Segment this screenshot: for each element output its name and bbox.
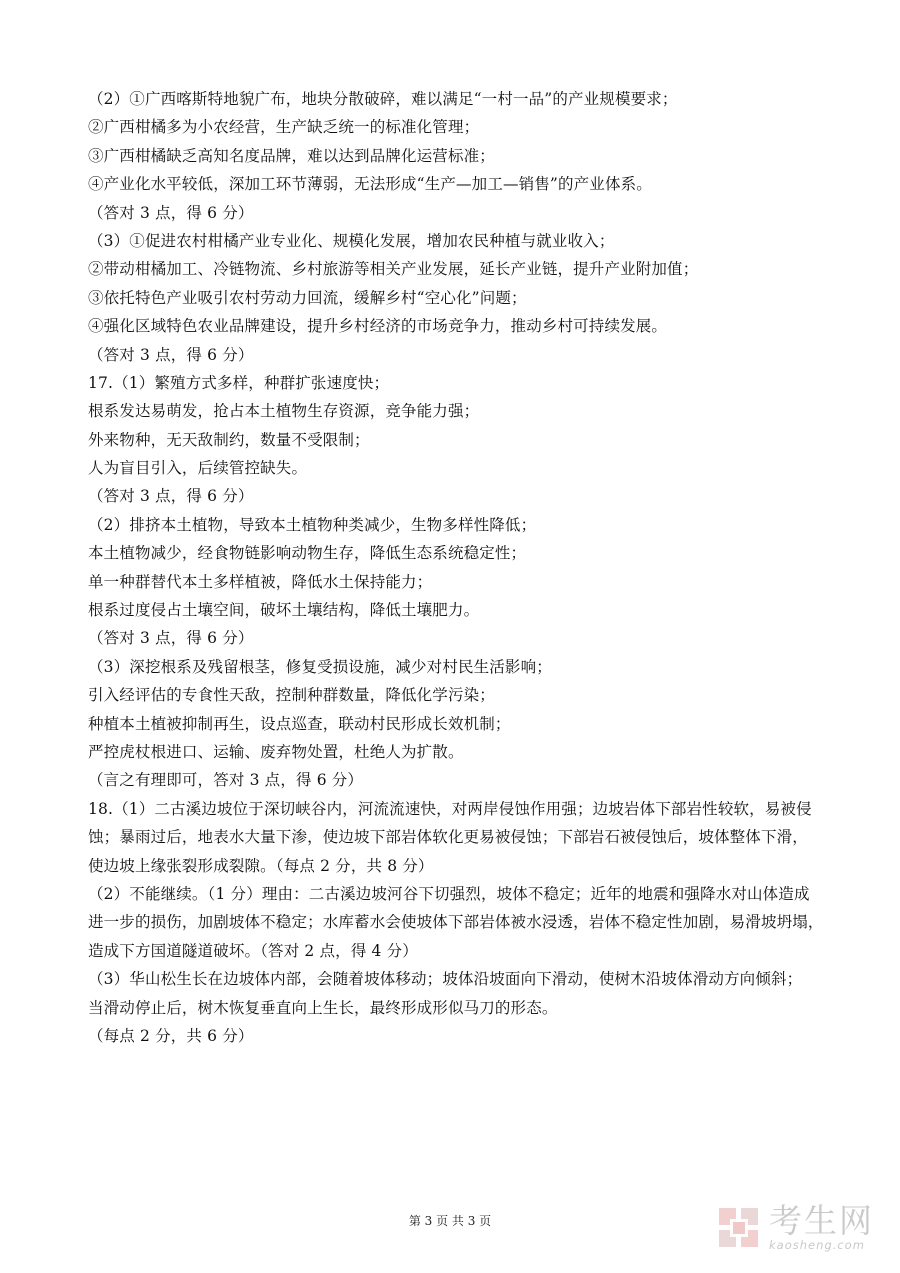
text-line: 种植本土植被抑制再生，设点巡查，联动村民形成长效机制；	[88, 714, 511, 733]
text-line: （答对 3 点，得 6 分）	[88, 629, 254, 648]
text-line: （3）①促进农村柑橘产业专业化、规模化发展，增加农民种植与就业收入；	[88, 231, 615, 250]
text-line: （2）排挤本土植物，导致本土植物种类减少，生物多样性降低；	[88, 515, 537, 534]
text-line: ④产业化水平较低，深加工环节薄弱，无法形成“生产—加工—销售”的产业体系。	[88, 175, 652, 194]
text-line: 外来物种，无天敌制约，数量不受限制；	[88, 430, 370, 449]
text-line: ②广西柑橘多为小农经营，生产缺乏统一的标准化管理；	[88, 118, 480, 137]
text-line: 引入经评估的专食性天敌，控制种群数量，降低化学污染；	[88, 686, 495, 705]
watermark-text: 考生网	[769, 1201, 874, 1241]
text-line: 严控虎杖根进口、运输、废弃物处置，杜绝人为扩散。	[88, 742, 464, 761]
text-line: ③依托特色产业吸引农村劳动力回流，缓解乡村“空心化”问题；	[88, 288, 527, 307]
text-line: 造成下方国道隧道破坏。（答对 2 点，得 4 分）	[88, 941, 418, 960]
text-line: 本土植物减少，经食物链影响动物生存，降低生态系统稳定性；	[88, 544, 527, 563]
text-line: 人为盲目引入，后续管控缺失。	[88, 459, 308, 478]
text-line: 蚀；暴雨过后，地表水大量下渗，使边坡下部岩体软化更易被侵蚀；下部岩石被侵蚀后，坡体整体下滑，	[88, 828, 808, 847]
watermark-logo-icon	[717, 1206, 761, 1250]
text-line: 使边坡上缘张裂形成裂隙。（每点 2 分，共 8 分）	[88, 856, 434, 875]
watermark-logo	[717, 1200, 887, 1256]
text-line: （答对 3 点，得 6 分）	[88, 203, 254, 222]
text-line: （言之有理即可，答对 3 点，得 6 分）	[88, 771, 364, 790]
text-line: 18.（1）二古溪边坡位于深切峡谷内，河流流速快，对两岸侵蚀作用强；边坡岩体下部岩性较软，易被侵	[88, 799, 812, 818]
text-line: 根系发达易萌发，抢占本土植物生存资源，竞争能力强；	[88, 402, 480, 421]
text-line: 当滑动停止后，树木恢复垂直向上生长，最终形成形似马刀的形态。	[88, 998, 558, 1017]
text-line: 单一种群替代本土多样植被，降低水土保持能力；	[88, 572, 433, 591]
text-line: ③广西柑橘缺乏高知名度品牌，难以达到品牌化运营标准；	[88, 146, 495, 165]
text-line: 根系过度侵占土壤空间，破坏土壤结构，降低土壤肥力。	[88, 601, 480, 620]
text-line: ④强化区域特色农业品牌建设，提升乡村经济的市场竞争力，推动乡村可持续发展。	[88, 317, 668, 336]
text-line: 17.（1）繁殖方式多样，种群扩张速度快；	[88, 373, 390, 392]
watermark-url: kaosheng.com	[769, 1238, 865, 1253]
page-footer: 第 3 页 共 3 页	[408, 1214, 492, 1228]
answer-text-body	[88, 85, 828, 1050]
text-line: （每点 2 分，共 6 分）	[88, 1026, 254, 1045]
text-line: （答对 3 点，得 6 分）	[88, 345, 254, 364]
text-line: （3）深挖根系及残留根茎，修复受损设施，减少对村民生活影响；	[88, 657, 552, 676]
text-line: （2）①广西喀斯特地貌广布，地块分散破碎，难以满足“一村一品”的产业规模要求；	[88, 90, 678, 108]
text-line: ②带动柑橘加工、冷链物流、乡村旅游等相关产业发展，延长产业链，提升产业附加值；	[88, 260, 699, 279]
text-line: 进一步的损伤，加剧坡体不稳定；水库蓄水会使坡体下部岩体被水浸透，岩体不稳定性加剧，易滑坡坍塌，	[88, 913, 824, 932]
text-line: （答对 3 点，得 6 分）	[88, 487, 254, 506]
text-line: （3）华山松生长在边坡体内部，会随着坡体移动；坡体沿坡面向下滑动，使树木沿坡体滑动方向倾斜；	[88, 970, 803, 989]
text-line: （2）不能继续。（1 分）理由：二古溪边坡河谷下切强烈，坡体不稳定；近年的地震和强降水对山体造成	[88, 884, 810, 903]
